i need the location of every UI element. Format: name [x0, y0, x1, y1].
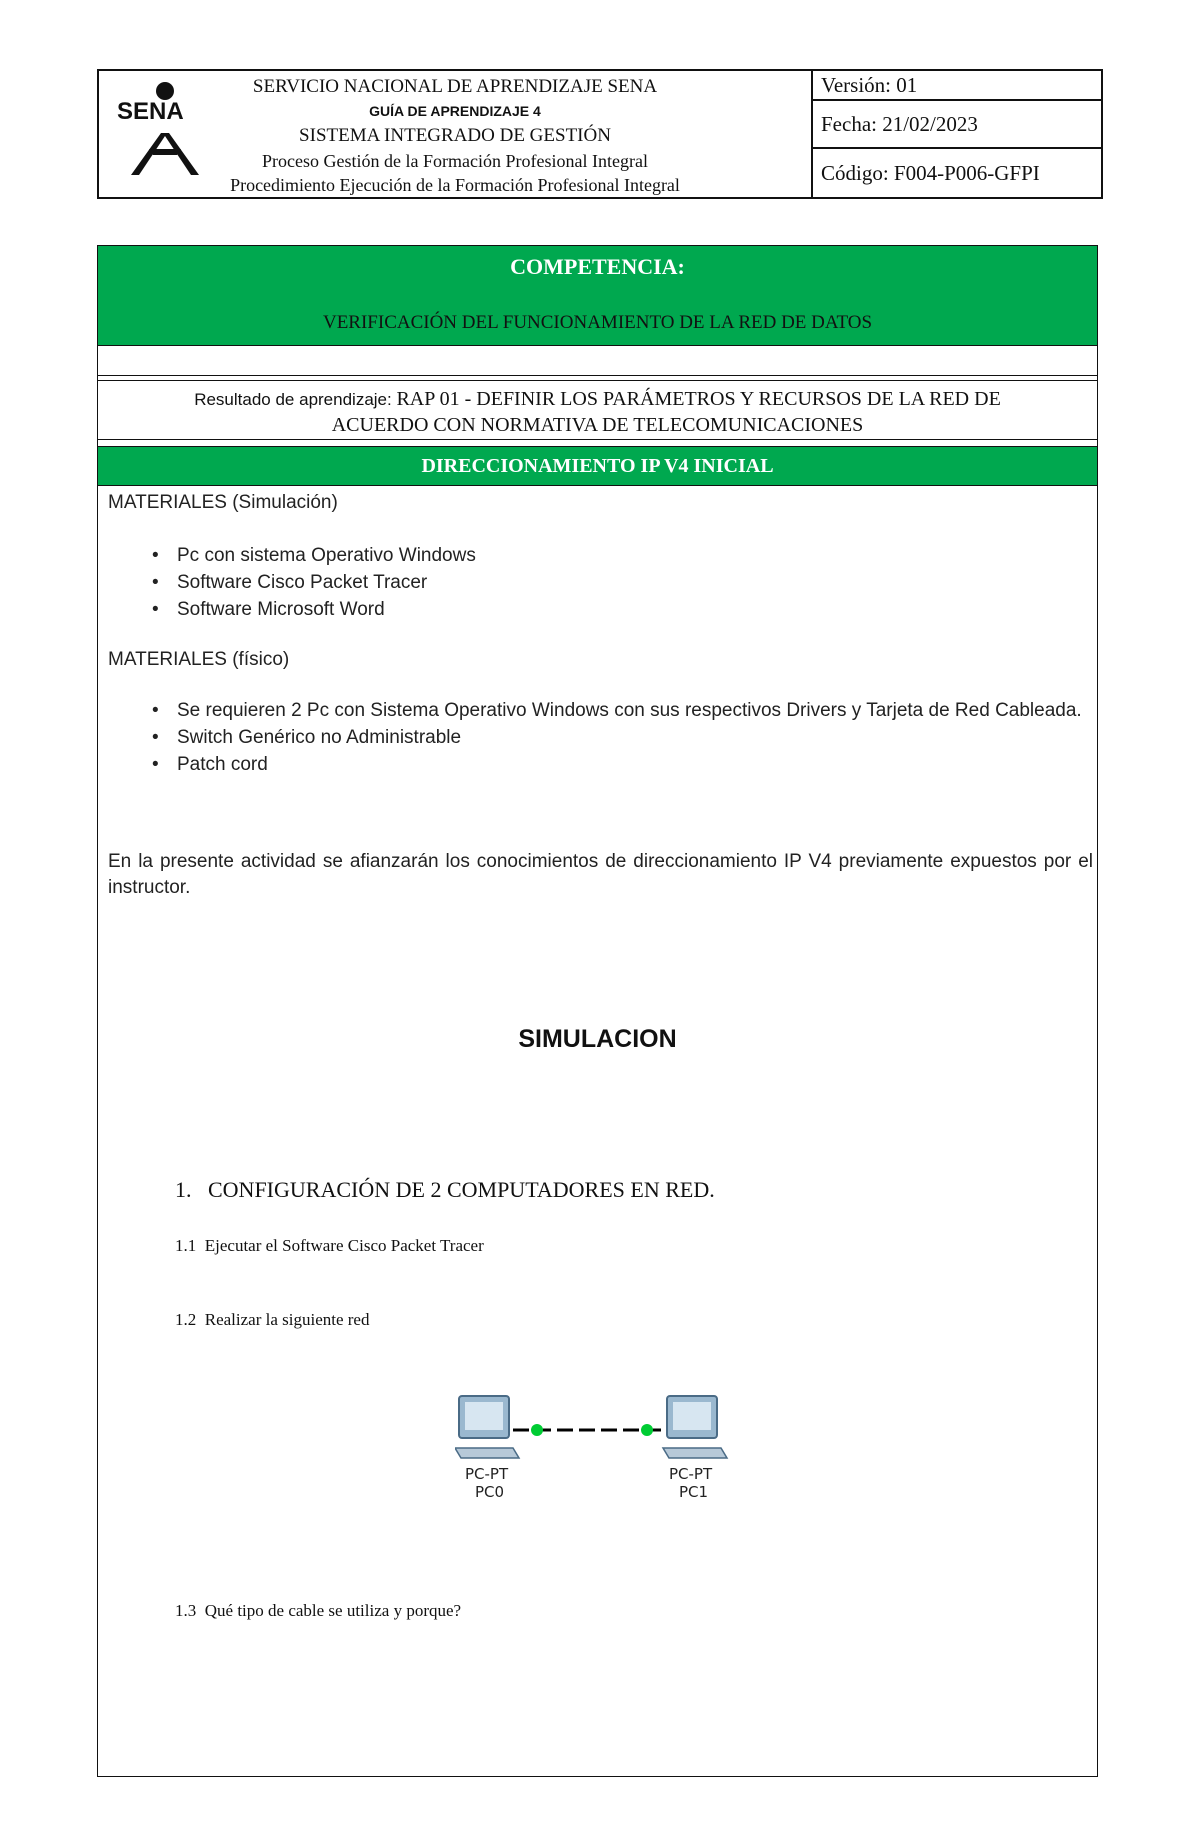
- step-1-3: [175, 1601, 461, 1621]
- header-title-block: [99, 71, 813, 197]
- materiales-sim-list: [108, 542, 1068, 623]
- list-item: • Software Microsoft Word: [108, 596, 1068, 623]
- header-line-3: SISTEMA INTEGRADO DE GESTIÓN: [299, 125, 611, 146]
- header-line-1: SERVICIO NACIONAL DE APRENDIZAJE SENA: [252, 76, 658, 97]
- step-1-1-number: 1.1: [175, 1236, 197, 1255]
- link-status-dot-left: [531, 1424, 543, 1436]
- pc1-computer-icon: [663, 1396, 727, 1458]
- pc1-type-label: PC-PT: [669, 1465, 713, 1483]
- intro-paragraph: En la presente actividad se afianzarán los conocimientos de direccionamiento IP V4 previamente expuestos por el instructor.: [108, 851, 1093, 898]
- pc0-type-label: PC-PT: [465, 1465, 509, 1483]
- materiales-sim-heading: MATERIALES (Simulación): [108, 492, 338, 513]
- section-title: DIRECCIONAMIENTO IP V4 INICIAL: [98, 446, 1097, 486]
- list-item: • Se requieren 2 Pc con Sistema Operativo Windows con sus respectivos Drivers y Tarjeta de Red Cableada.: [108, 697, 1093, 724]
- header-codigo: Código: F004-P006-GFPI: [821, 160, 1040, 185]
- pc0-name-label: PC0: [475, 1483, 505, 1500]
- list-item: • Software Cisco Packet Tracer: [108, 569, 1068, 596]
- header-line-2: GUÍA DE APRENDIZAJE 4: [369, 103, 541, 119]
- materiales-fis-heading: MATERIALES (físico): [108, 649, 290, 670]
- content-frame: [97, 245, 1098, 1777]
- header-line-5: Procedimiento Ejecución de la Formación Profesional Integral: [230, 175, 680, 195]
- step-1-2-number: 1.2: [175, 1310, 197, 1329]
- header-meta: [813, 71, 1101, 197]
- document-header: [97, 69, 1103, 199]
- list-item: • Patch cord: [108, 751, 1093, 778]
- step-1-1-text: Ejecutar el Software Cisco Packet Tracer: [204, 1236, 484, 1255]
- header-fecha: Fecha: 21/02/2023: [813, 101, 1101, 149]
- rap-text-2: ACUERDO CON NORMATIVA DE TELECOMUNICACIONES: [331, 414, 864, 436]
- link-status-dot-right: [641, 1424, 653, 1436]
- network-svg: [455, 1390, 735, 1500]
- competencia-subtitle: VERIFICACIÓN DEL FUNCIONAMIENTO DE LA RED DE DATOS: [322, 312, 873, 333]
- rap-box: [98, 380, 1097, 440]
- step-1-title: CONFIGURACIÓN DE 2 COMPUTADORES EN RED.: [208, 1177, 715, 1202]
- step-1-3-text: Qué tipo de cable se utiliza y porque?: [204, 1601, 462, 1620]
- pc0-computer-icon: [455, 1396, 519, 1458]
- header-version: Versión: 01: [813, 71, 1101, 101]
- step-1-1: [175, 1236, 484, 1256]
- header-line-4: Proceso Gestión de la Formación Profesional Integral: [262, 151, 648, 171]
- logo-text: SENA: [117, 98, 184, 125]
- step-1-heading: [175, 1177, 715, 1203]
- list-item: • Pc con sistema Operativo Windows: [108, 542, 1068, 569]
- rap-text: RAP 01 - DEFINIR LOS PARÁMETROS Y RECURSOS DE LA RED DE: [396, 388, 1001, 410]
- step-1-3-number: 1.3: [175, 1601, 197, 1620]
- competencia-title: COMPETENCIA:: [510, 254, 685, 279]
- step-1-number: 1.: [175, 1177, 192, 1202]
- network-diagram: [455, 1390, 735, 1500]
- list-item: • Switch Genérico no Administrable: [108, 724, 1093, 751]
- step-1-2: [175, 1310, 369, 1330]
- rap-prefix: Resultado de aprendizaje:: [194, 390, 397, 409]
- simulacion-heading: SIMULACION: [518, 1025, 677, 1053]
- pc1-name-label: PC1: [679, 1483, 709, 1500]
- competencia-box: [98, 246, 1097, 346]
- materiales-fis-list: [108, 697, 1093, 778]
- spacer-row: [98, 346, 1097, 376]
- step-1-2-text: Realizar la siguiente red: [204, 1310, 370, 1329]
